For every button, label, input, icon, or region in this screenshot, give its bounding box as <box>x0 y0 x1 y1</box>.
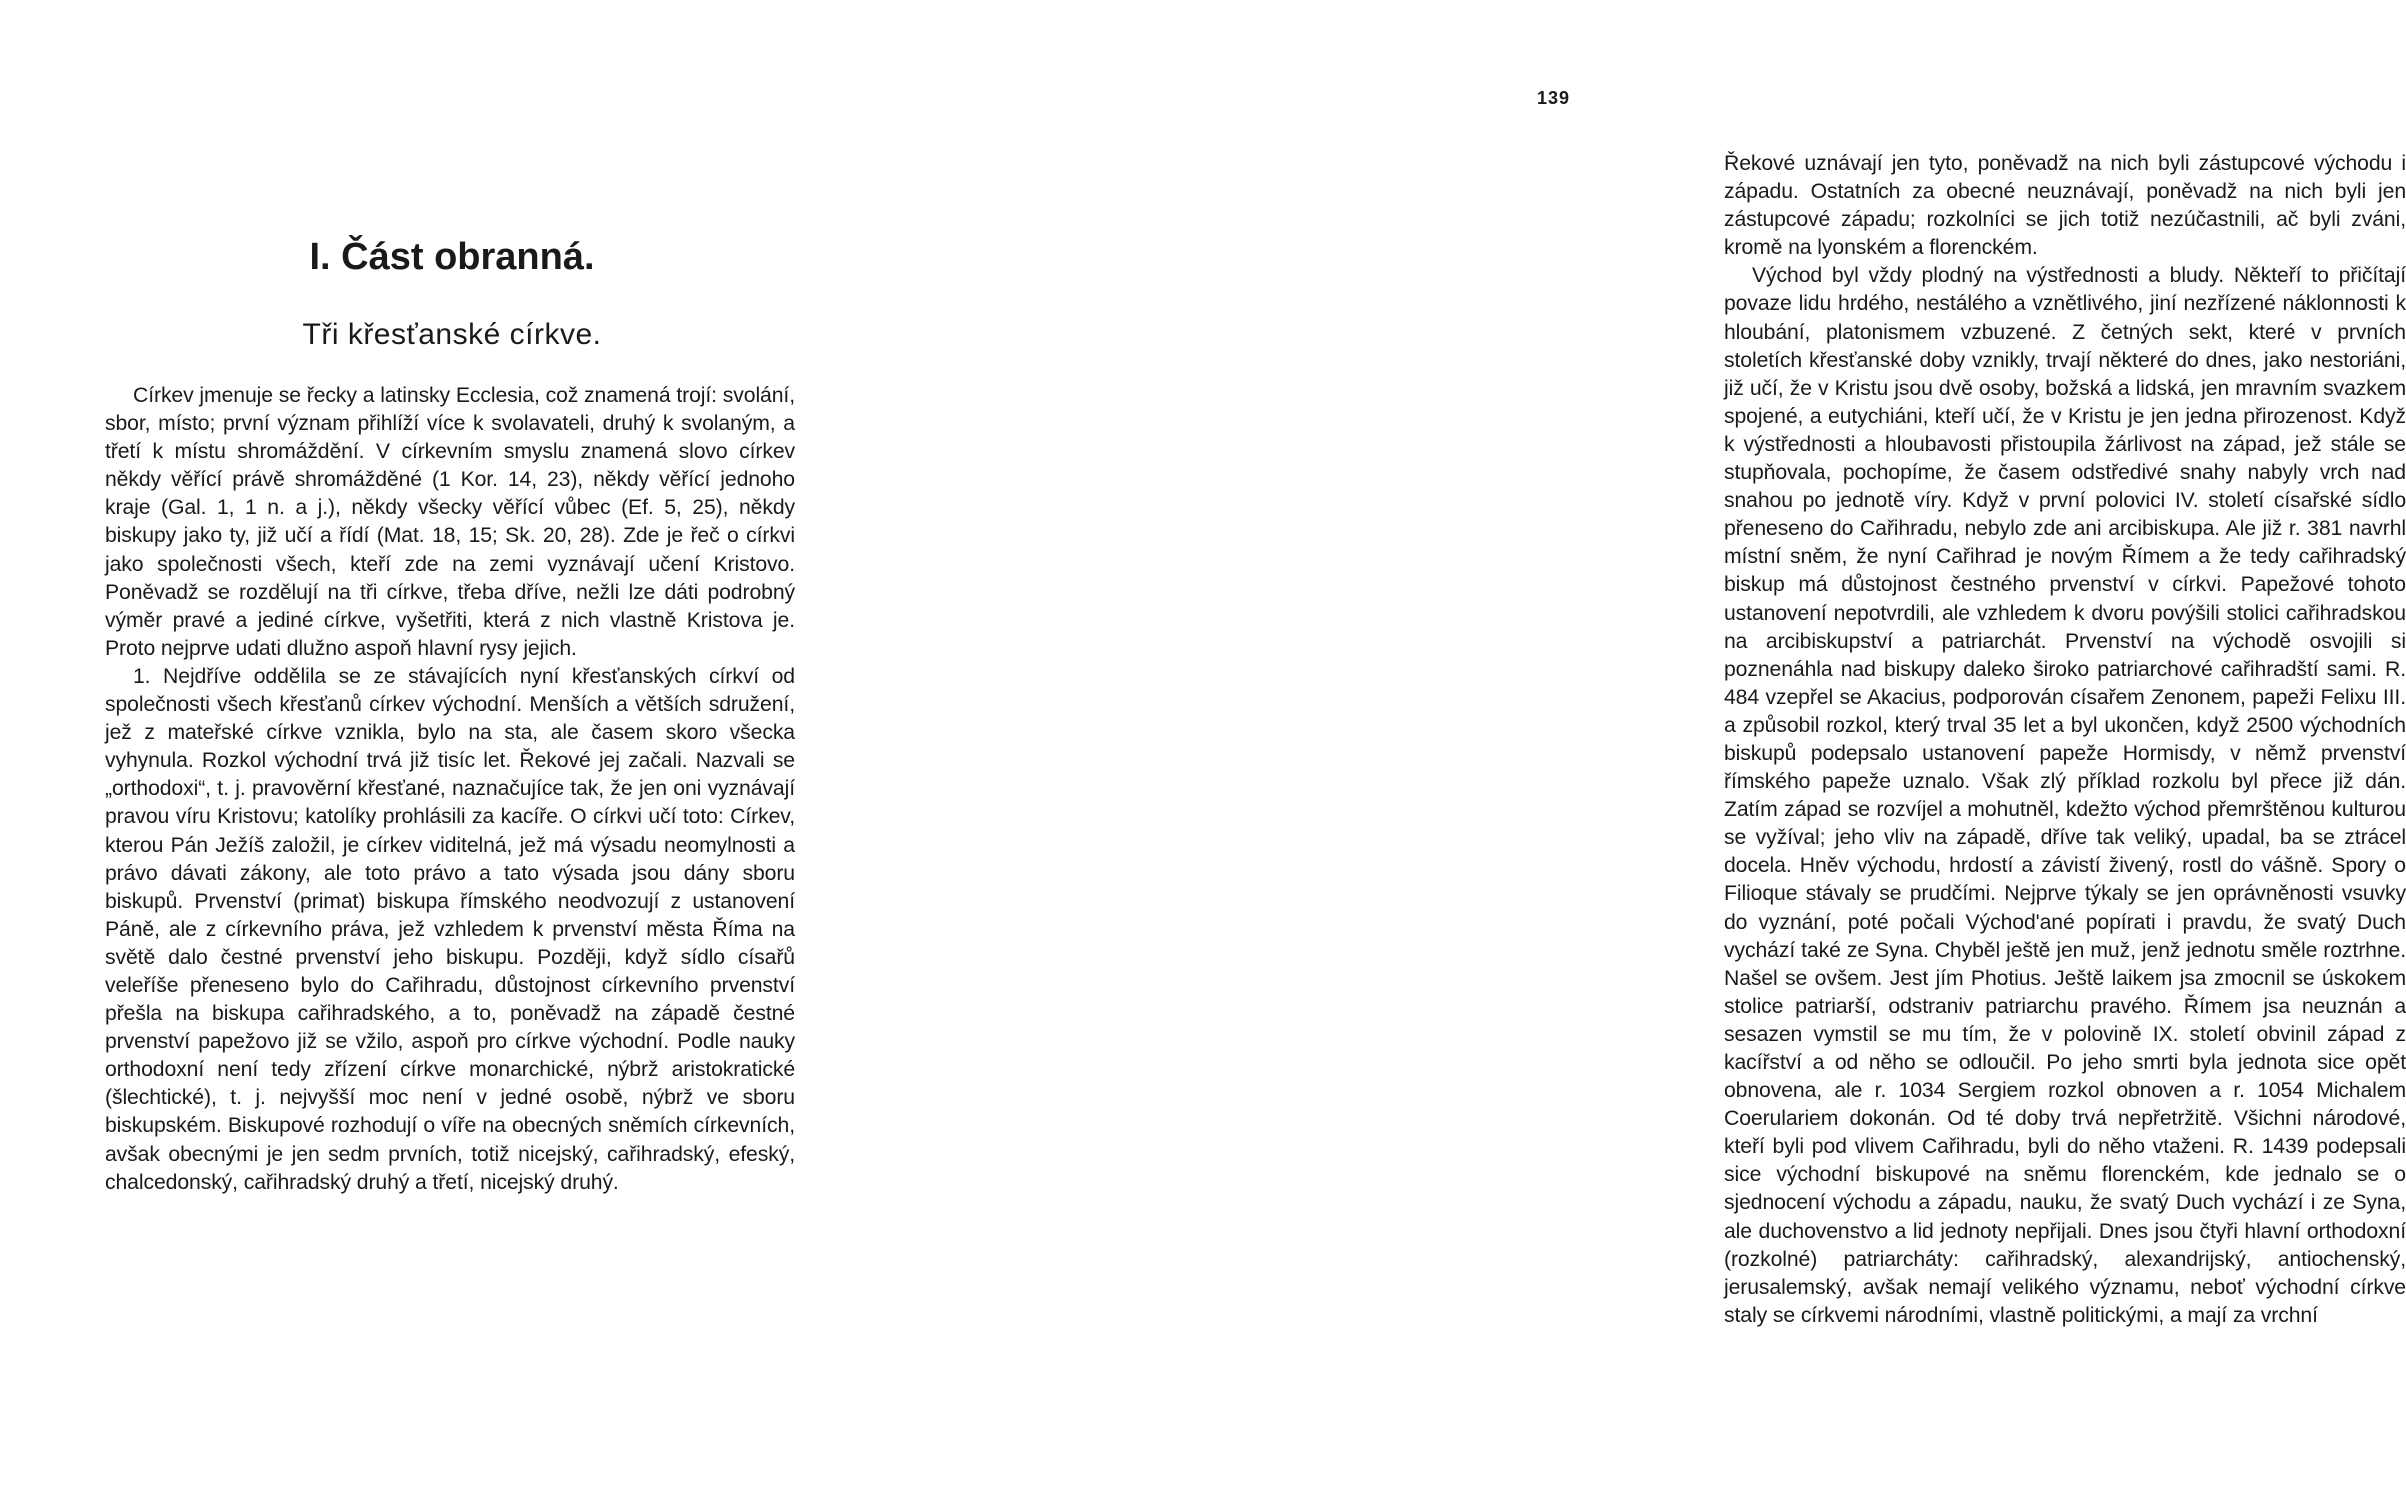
paragraph: Řekové uznávají jen tyto, poněvadž na nich byli zástupcové východu i západu. Ostatních za obecné neuznávají, poněvadž na nich byli jen zástupcové západu; rozkolníci se jich totiž nezúčastnili, ač byli zváni, kromě na lyonském a florenckém. <box>1724 152 2406 260</box>
chapter-title: I. Část obranná. <box>309 236 595 278</box>
section-title: Tři křesťanské církve. <box>302 318 602 351</box>
paragraph: 1. Nejdříve oddělila se ze stávajících nyní křesťanských církví od společnosti všech křesťanů církev východní. Menších a větších sdružení, jež z mateřské církve vznikla, bylo na sta, ale časem skoro všecka vyhynula. Rozkol východní trvá již tisíc let. Řekové jej začali. Nazvali se „orthodoxi“, t. j. pravověrní křesťané, naznačujíce tak, že jen oni vyznávají pravou víru Kristovu; katolíky prohlásili za kacíře. O církvi učí toto: Církev, kterou Pán Ježíš založil, je církev viditelná, jež má výsadu neomylnosti a právo dávati zákony, ale toto právo a tato výsada jsou dány sboru biskupů. Prvenství (primat) biskupa římského neodvozují z ustanovení Páně, ale z církevního práva, jež vzhledem k prvenství města Říma na světě dalo čestné prvenství jeho biskupu. Později, když sídlo císařů veleříše přeneseno bylo do Cařihradu, důstojnost církevního prvenství přešla na biskupa cařihradského, a to, poněvadž na západě čestné prvenství papežovo již se vžilo, aspoň pro církve východní. Podle nauky orthodoxní není tedy zřízení církve monarchické, nýbrž aristokratické (šlechtické), t. j. nejvyšší moc není v jedné osobě, nýbrž ve sboru biskupském. Biskupové rozhodují o víře na obecných sněmích církevních, avšak obecnými je jen sedm prvních, totiž nicejský, cařihradský, efeský, chalcedonský, cařihradský druhý a třetí, nicejský druhý. <box>105 664 795 1194</box>
right-page <box>836 0 2406 1500</box>
left-page <box>0 0 836 1500</box>
paragraph: Východ byl vždy plodný na výstřednosti a bludy. Někteří to přičítají povaze lidu hrdého, nestálého a vznětlivého, jiní nezřízené náklonnosti k hloubání, platonismem vzbuzené. Z četných sekt, které v prvních stoletích křesťanské doby vznikly, trvají některé do dnes, jako nestoriáni, již učí, že v Kristu jsou dvě osoby, božská a lidská, jen mravním svazkem spojené, a eutychiáni, kteří učí, že v Kristu je jen jedna přirozenost. Když k výstřednosti a hloubavosti přistoupila žárlivost na západ, jež stále se stupňovala, pochopíme, že časem odstředivé snahy nabyly vrch nad snahou po jednotě víry. Když v první polovici IV. století císařské sídlo přeneseno do Cařihradu, nebylo zde ani arcibiskupa. Ale již r. 381 navrhl místní sněm, že nyní Cařihrad je novým Římem a že tedy cařihradský biskup má důstojnost čestného prvenství v církvi. Papežové tohoto ustanovení nepotvrdili, ale vzhledem k dvoru povýšili stolici cařihradskou na arcibiskupství a patriarchát. Prvenství na východě osvojili si poznenáhla nad biskupy daleko široko patriarchové cařihradští sami. R. 484 vzepřel se Akacius, podporován císařem Zenonem, papeži Felixu III. a způsobil rozkol, který trval 35 let a byl ukončen, když 2500 východních biskupů podepsalo ustanovení papeže Hormisdy, v němž prvenství římského papeže uznalo. Však zlý příklad rozkolu byl přece již dán. Zatím západ se rozvíjel a mohutněl, kdežto východ přemrštěnou kulturou se vyžíval; jeho vliv na západě, dříve tak veliký, upadal, ba se ztrácel docela. Hněv východu, hrdostí a závistí živený, rostl do vášně. Spory o Filioque stávaly se prudčími. Nejprve týkaly se jen oprávněnosti vsuvky do vyznání, poté počali Východ'ané popírati i pravdu, že svatý Duch vychází také ze Syna. Chyběl ještě jen muž, jenž jednotu směle roztrhne. Našel se ovšem. Jest jím Photius. Ještě laikem jsa zmocnil se úskokem stolice patriarší, odstraniv patriarchu pravého. Římem jsa neuznán a sesazen vymstil se mu tím, že v polovině IX. století obvinil západ z kacířství a od něho se odloučil. Po jeho smrti byla jednota sice opět obnovena, ale r. 1034 Sergiem rozkol obnoven a r. 1054 Michalem Coerulariem dokonán. Od té doby trvá nepřetržitě. Všichni národové, kteří byli pod vlivem Cařihradu, byli do něho vtaženi. R. 1439 podepsali sice východní biskupové na sněmu florenckém, kde jednalo se o sjednocení východu a západu, nauku, že svatý Duch vychází i ze Syna, ale duchovenstvo a lid jednoty nepřijali. Dnes jsou čtyři hlavní orthodoxní (rozkolné) patriarcháty: cařihradský, alexandrijský, antiochenský, jerusalemský, avšak nemají velikého významu, neboť východní církve staly se církvemi národními, vlastně politickými, a mají za vrchní <box>1724 264 2406 1327</box>
page-number: 139 <box>1536 88 1570 108</box>
left-page-text <box>105 382 795 1197</box>
right-page-text <box>1724 150 2406 1330</box>
paragraph: Církev jmenuje se řecky a latinsky Ecclesia, což znamená trojí: svolání, sbor, místo; první význam přihlíží více k svolavateli, druhý k svolaným, a třetí k místu shromáždění. V církevním smyslu znamená slovo církev někdy věřící právě shromážděné (1 Kor. 14, 23), někdy věřící jednoho kraje (Gal. 1, 1 n. a j.), někdy všecky věřící vůbec (Ef. 5, 25), někdy biskupy jako ty, již učí a řídí (Mat. 18, 15; Sk. 20, 28). Zde je řeč o církvi jako společnosti všech, kteří zde na zemi vyznávají učení Kristovo. Poněvadž se rozdělují na tři církve, třeba dříve, nežli lze dáti podrobný výměr pravé a jediné církve, vyšetřiti, která z nich vlastně Kristova je. Proto nejprve udati dlužno aspoň hlavní rysy jejich. <box>105 384 795 660</box>
